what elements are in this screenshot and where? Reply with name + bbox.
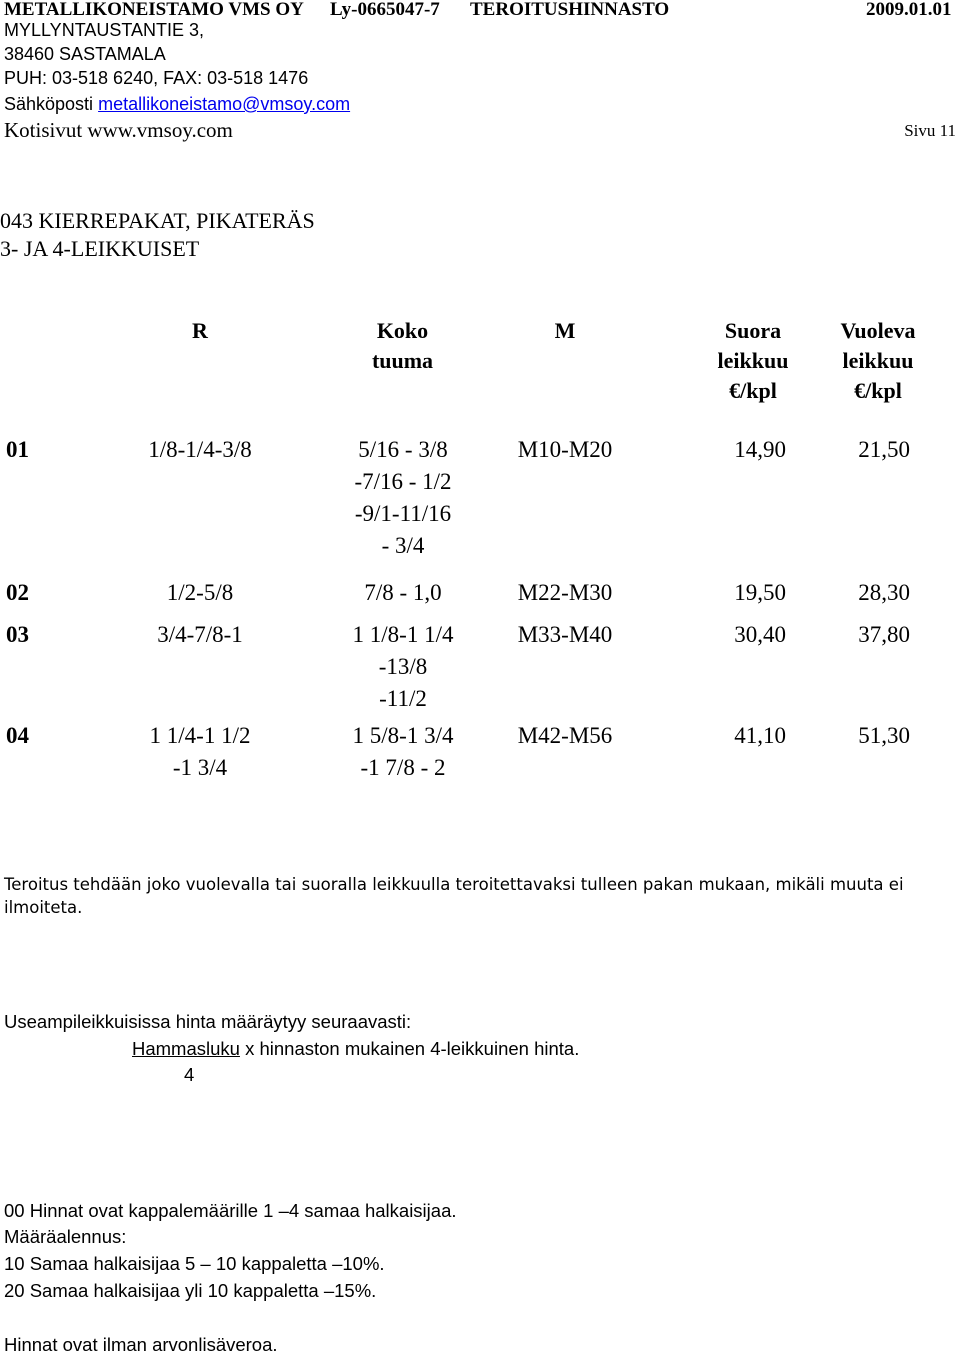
table-cell-koko [323, 577, 483, 609]
table-cell-koko-line: 1 5/8-1 3/4 [352, 723, 454, 748]
multi-cutter-intro: Useampileikkuisissa hinta määräytyy seuraavasti: [4, 1011, 412, 1032]
table-cell-suora: 41,10 [734, 723, 786, 748]
column-header-suora-line3: €/kpl [729, 378, 777, 403]
table-row-id: 04 [6, 723, 29, 748]
column-header-vuoleva-line1: Vuoleva [840, 318, 916, 343]
table-cell-koko-line: 7/8 - 1,0 [364, 580, 442, 605]
discount-title: Määräalennus: [4, 1226, 127, 1247]
table-cell-r-line: 1/8-1/4-3/8 [148, 437, 252, 462]
table-cell-koko [323, 434, 483, 562]
table-cell-r [120, 619, 280, 651]
sharpening-note: Teroitus tehdään joko vuolevalla tai suoralla leikkuulla teroitettavaksi tulleen pakan mukaan, mikäli muuta ei ilmoiteta. [4, 875, 904, 917]
column-header-vuoleva-line3: €/kpl [854, 378, 902, 403]
table-cell-m: M42-M56 [517, 723, 613, 748]
table-cell-m: M33-M40 [517, 622, 613, 647]
table-cell-vuoleva: 51,30 [858, 723, 910, 748]
table-row-id: 03 [6, 622, 29, 647]
company-name: METALLIKONEISTAMO VMS OY [4, 0, 304, 20]
table-cell-suora: 30,40 [734, 622, 786, 647]
page-number: Sivu 11 [904, 121, 956, 140]
column-header-koko-line1: Koko [376, 318, 429, 343]
column-header-suora [700, 316, 806, 406]
address-line-2: 38460 SASTAMALA [4, 44, 166, 64]
price-formula [132, 1037, 579, 1061]
table-cell-m: M10-M20 [517, 437, 613, 462]
vat-note: Hinnat ovat ilman arvonlisäveroa. [4, 1334, 278, 1355]
column-header-vuoleva [820, 316, 936, 406]
table-row-id: 02 [6, 580, 29, 605]
table-cell-koko [323, 619, 483, 715]
email-label: Sähköposti [4, 94, 94, 114]
table-cell-koko-line: 5/16 - 3/8 [358, 437, 448, 462]
column-header-suora-line1: Suora [724, 318, 782, 343]
table-cell-koko-line: -13/8 [378, 654, 428, 679]
table-cell-koko-line: - 3/4 [381, 533, 425, 558]
document-date: 2009.01.01 [866, 0, 952, 20]
table-row-id: 01 [6, 437, 29, 462]
document-title: TEROITUSHINNASTO [470, 0, 670, 20]
formula-rest: x hinnaston mukainen 4-leikkuinen hinta. [239, 1038, 580, 1059]
address-line-1: MYLLYNTAUSTANTIE 3, [4, 20, 205, 40]
table-cell-r [120, 577, 280, 609]
table-cell-koko-line: -9/1-11/16 [354, 501, 452, 526]
table-cell-koko-line: -11/2 [379, 686, 427, 711]
formula-numerator: Hammasluku [132, 1038, 240, 1059]
email-link[interactable]: metallikoneistamo@vmsoy.com [98, 94, 351, 114]
section-title: 043 KIERREPAKAT, PIKATERÄS [0, 208, 315, 233]
table-cell-r-line: -1 3/4 [172, 755, 228, 780]
website[interactable]: Kotisivut www.vmsoy.com [4, 118, 233, 142]
email-line [4, 92, 350, 116]
column-header-vuoleva-line2: leikkuu [842, 348, 914, 373]
table-cell-r [120, 720, 280, 784]
column-header-m: M [554, 318, 576, 343]
section-subtitle: 3- JA 4-LEIKKUISET [0, 236, 200, 261]
table-cell-r [120, 434, 280, 466]
table-cell-koko [323, 720, 483, 784]
table-cell-vuoleva: 21,50 [858, 437, 910, 462]
discount-20: 20 Samaa halkaisijaa yli 10 kappaletta –15%. [4, 1280, 377, 1301]
column-header-koko [340, 316, 465, 376]
table-cell-koko-line: 1 1/8-1 1/4 [352, 622, 454, 647]
table-cell-suora: 14,90 [734, 437, 786, 462]
discount-10: 10 Samaa halkaisijaa 5 – 10 kappaletta –10%. [4, 1253, 385, 1274]
table-cell-r-line: 1/2-5/8 [166, 580, 234, 605]
table-cell-koko-line: -7/16 - 1/2 [354, 469, 452, 494]
table-cell-m: M22-M30 [517, 580, 613, 605]
column-header-koko-line2: tuuma [371, 348, 434, 373]
table-cell-vuoleva: 28,30 [858, 580, 910, 605]
table-cell-vuoleva: 37,80 [858, 622, 910, 647]
phone-fax: PUH: 03-518 6240, FAX: 03-518 1476 [4, 68, 309, 88]
column-header-r: R [192, 318, 208, 343]
business-id: Ly-0665047-7 [330, 0, 440, 20]
table-cell-suora: 19,50 [734, 580, 786, 605]
table-cell-r-line: 3/4-7/8-1 [157, 622, 243, 647]
formula-denominator: 4 [184, 1064, 195, 1085]
table-cell-r-line: 1 1/4-1 1/2 [149, 723, 251, 748]
column-header-suora-line2: leikkuu [717, 348, 789, 373]
table-cell-koko-line: -1 7/8 - 2 [360, 755, 446, 780]
quantity-note: 00 Hinnat ovat kappalemäärille 1 –4 samaa halkaisijaa. [4, 1200, 457, 1221]
